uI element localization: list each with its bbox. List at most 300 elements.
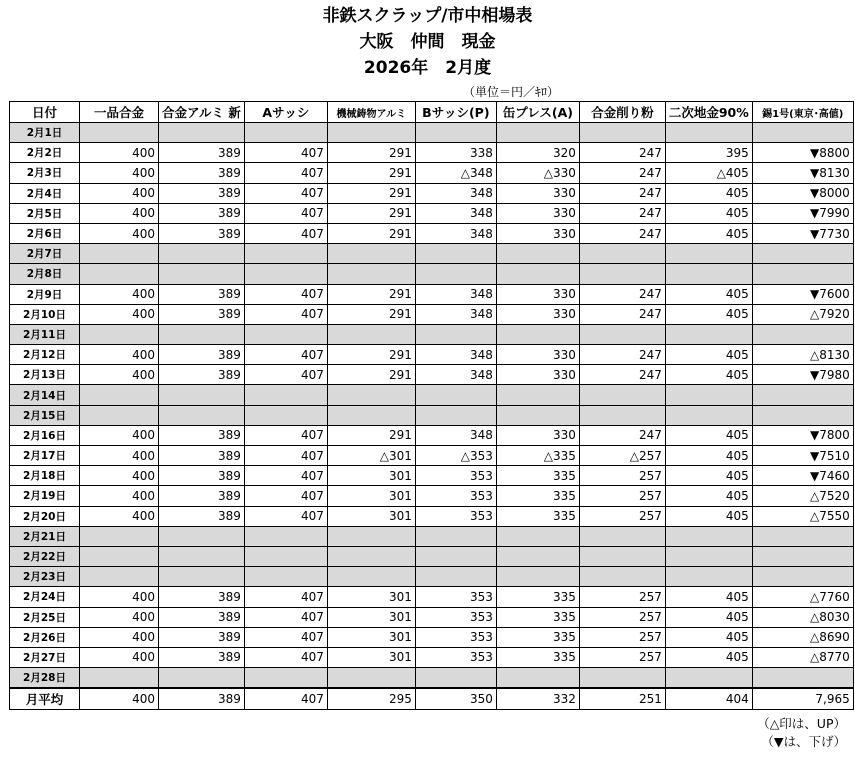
table-row [10,506,854,526]
price-cell [496,567,579,587]
price-cell: 405 [665,304,752,324]
price-cell [415,567,496,587]
price-cell: 405 [665,203,752,223]
price-cell: 257 [579,506,665,526]
price-cell [415,546,496,566]
price-cell: 405 [665,587,752,607]
date-cell: 2月17日 [10,446,80,466]
price-cell [159,405,245,425]
price-cell: 400 [80,345,159,365]
table-row [10,284,854,304]
table-row [10,324,854,344]
price-cell: ▼8800 [752,143,853,163]
price-cell [159,526,245,546]
price-cell: 389 [159,506,245,526]
price-cell: 257 [579,607,665,627]
table-row [10,123,854,143]
price-cell [496,526,579,546]
table-row [10,223,854,243]
price-cell: 330 [496,183,579,203]
price-cell: 400 [80,486,159,506]
price-cell: 405 [665,506,752,526]
price-cell: 348 [415,425,496,445]
price-cell: 291 [327,223,415,243]
price-cell [752,244,853,264]
price-cell: △7760 [752,587,853,607]
price-cell: 407 [244,425,327,445]
price-cell [80,385,159,405]
price-cell: 389 [159,627,245,647]
price-cell: 389 [159,163,245,183]
legend-up-note: （△印は、UP） [757,716,846,731]
price-cell: 405 [665,647,752,667]
price-cell [415,526,496,546]
price-cell: 389 [159,446,245,466]
price-cell [665,324,752,344]
column-header: Bサッシ(P) [415,102,496,123]
price-cell: △8130 [752,345,853,365]
date-cell: 2月7日 [10,244,80,264]
table-row [10,567,854,587]
price-cell: △7920 [752,304,853,324]
price-table [9,101,854,710]
price-cell: 348 [415,345,496,365]
price-cell [159,244,245,264]
price-cell: 247 [579,304,665,324]
price-cell [579,324,665,344]
price-cell [327,405,415,425]
table-row [10,446,854,466]
price-cell [496,385,579,405]
column-header: 二次地金90% [665,102,752,123]
price-cell: 348 [415,203,496,223]
price-cell: 291 [327,183,415,203]
price-cell [159,546,245,566]
price-cell: 400 [80,143,159,163]
price-cell [665,264,752,284]
price-cell [579,668,665,689]
price-cell: 407 [244,466,327,486]
price-cell [752,123,853,143]
unit-label: （単位＝円／ｷﾛ） [463,85,560,99]
price-cell: 407 [244,506,327,526]
page-title: 非鉄スクラップ/市中相場表 [322,6,533,26]
price-cell [327,526,415,546]
price-cell: 405 [665,183,752,203]
price-cell [327,123,415,143]
price-cell: 395 [665,143,752,163]
price-cell: 348 [415,284,496,304]
price-cell [244,244,327,264]
legend-down-note: （▼は、下げ） [761,734,846,749]
price-cell: 301 [327,506,415,526]
average-cell: 350 [415,688,496,710]
table-row [10,526,854,546]
price-cell [752,324,853,344]
price-cell: 348 [415,365,496,385]
price-cell: 400 [80,203,159,223]
price-cell: 389 [159,466,245,486]
price-cell [80,405,159,425]
price-cell: 291 [327,365,415,385]
price-cell: 353 [415,627,496,647]
price-cell: 405 [665,425,752,445]
price-cell [579,405,665,425]
price-cell: △335 [496,446,579,466]
price-cell: △8030 [752,607,853,627]
average-cell: 7,965 [752,688,853,710]
price-cell [752,546,853,566]
price-cell [579,526,665,546]
table-row [10,143,854,163]
price-cell: 335 [496,486,579,506]
price-cell: 348 [415,183,496,203]
price-cell: 407 [244,203,327,223]
price-cell: 247 [579,425,665,445]
price-cell [496,405,579,425]
price-cell: 247 [579,183,665,203]
column-header: 機械鋳物アルミ [327,102,415,123]
price-cell [415,405,496,425]
price-cell: 247 [579,143,665,163]
price-cell: 400 [80,284,159,304]
price-cell [752,385,853,405]
price-cell: 353 [415,486,496,506]
price-cell [579,546,665,566]
price-cell: 301 [327,587,415,607]
price-cell: 400 [80,627,159,647]
price-cell: 389 [159,183,245,203]
price-cell: 330 [496,284,579,304]
table-row [10,647,854,667]
price-cell: 389 [159,647,245,667]
price-cell: ▼7800 [752,425,853,445]
table-header-row [10,102,854,123]
price-cell [665,668,752,689]
average-cell: 332 [496,688,579,710]
price-cell [415,385,496,405]
price-cell: 353 [415,506,496,526]
price-cell: 407 [244,365,327,385]
price-cell: 291 [327,143,415,163]
price-cell [579,123,665,143]
price-cell [327,264,415,284]
price-cell: 247 [579,345,665,365]
date-cell: 2月15日 [10,405,80,425]
price-cell: 407 [244,183,327,203]
table-row [10,466,854,486]
date-cell: 2月5日 [10,203,80,223]
price-cell: 335 [496,627,579,647]
price-cell: 353 [415,466,496,486]
price-cell [752,526,853,546]
price-cell [244,385,327,405]
date-cell: 2月16日 [10,425,80,445]
price-cell [327,244,415,264]
price-cell: 301 [327,466,415,486]
price-cell [496,324,579,344]
price-cell: 330 [496,223,579,243]
price-cell [244,668,327,689]
price-cell: 405 [665,223,752,243]
price-cell [665,385,752,405]
date-cell: 2月24日 [10,587,80,607]
average-cell: 407 [244,688,327,710]
price-cell: 335 [496,506,579,526]
price-cell [244,405,327,425]
price-cell [496,668,579,689]
price-cell: 247 [579,284,665,304]
average-cell: 404 [665,688,752,710]
price-cell: 400 [80,304,159,324]
price-cell [244,123,327,143]
price-cell [665,567,752,587]
price-cell: 301 [327,647,415,667]
price-cell [159,123,245,143]
price-cell [496,244,579,264]
price-cell: 320 [496,143,579,163]
table-row [10,244,854,264]
average-cell: 295 [327,688,415,710]
price-cell: 335 [496,647,579,667]
price-cell: 247 [579,163,665,183]
table-row [10,627,854,647]
date-cell: 2月25日 [10,607,80,627]
table-row [10,425,854,445]
price-cell: 353 [415,587,496,607]
price-cell: 338 [415,143,496,163]
price-cell [159,264,245,284]
price-cell: △301 [327,446,415,466]
table-body [10,123,854,710]
date-cell: 2月13日 [10,365,80,385]
price-cell: 405 [665,607,752,627]
price-cell [665,405,752,425]
price-cell: 407 [244,143,327,163]
date-cell: 2月28日 [10,668,80,689]
price-cell: 330 [496,365,579,385]
price-cell [415,244,496,264]
page-subtitle: 大阪 仲間 現金 [359,32,496,52]
price-cell [159,324,245,344]
column-header: 錫1号(東京･高値) [752,102,853,123]
price-cell [244,546,327,566]
date-cell: 2月9日 [10,284,80,304]
price-cell: ▼8130 [752,163,853,183]
date-cell: 2月23日 [10,567,80,587]
period-label: 2026年 2月度 [363,58,492,78]
column-header: 一品合金 [80,102,159,123]
table-row [10,264,854,284]
price-cell [80,526,159,546]
price-cell: 257 [579,627,665,647]
date-cell: 2月1日 [10,123,80,143]
price-cell [579,385,665,405]
date-cell: 2月11日 [10,324,80,344]
price-cell: △405 [665,163,752,183]
price-cell: 405 [665,486,752,506]
price-cell: 405 [665,284,752,304]
price-cell: 400 [80,587,159,607]
price-cell: ▼7980 [752,365,853,385]
price-cell: 400 [80,365,159,385]
table-row [10,405,854,425]
price-cell: 291 [327,203,415,223]
date-cell: 2月21日 [10,526,80,546]
average-cell: 251 [579,688,665,710]
price-cell: 407 [244,284,327,304]
price-cell [80,546,159,566]
date-cell: 2月18日 [10,466,80,486]
price-cell: 407 [244,446,327,466]
price-cell: 389 [159,203,245,223]
price-cell: 407 [244,647,327,667]
price-cell: 400 [80,446,159,466]
price-cell: 389 [159,304,245,324]
price-cell [415,123,496,143]
date-cell: 2月2日 [10,143,80,163]
price-cell: 348 [415,223,496,243]
price-cell: 291 [327,304,415,324]
price-cell: 291 [327,425,415,445]
price-cell: 330 [496,425,579,445]
price-cell: 257 [579,647,665,667]
date-cell: 2月6日 [10,223,80,243]
date-cell: 2月14日 [10,385,80,405]
price-cell: △8690 [752,627,853,647]
price-cell: 407 [244,304,327,324]
price-cell: 330 [496,203,579,223]
price-cell: △257 [579,446,665,466]
date-cell: 2月20日 [10,506,80,526]
price-cell [752,567,853,587]
price-cell: 291 [327,284,415,304]
price-cell: 405 [665,466,752,486]
price-cell: ▼7730 [752,223,853,243]
price-cell [327,385,415,405]
price-cell: 405 [665,365,752,385]
price-cell: ▼8000 [752,183,853,203]
column-header: 合金アルミ 新 [159,102,245,123]
price-cell: △7550 [752,506,853,526]
price-cell: 407 [244,587,327,607]
column-header: 合金削り粉 [579,102,665,123]
date-cell: 2月22日 [10,546,80,566]
table-row [10,365,854,385]
table-row [10,486,854,506]
price-cell [244,324,327,344]
price-cell [665,526,752,546]
average-row [10,688,854,710]
price-cell: 257 [579,587,665,607]
price-cell [415,668,496,689]
price-cell: 335 [496,466,579,486]
price-cell: 407 [244,223,327,243]
price-cell [752,405,853,425]
date-cell: 2月19日 [10,486,80,506]
price-cell: 405 [665,446,752,466]
price-cell: 389 [159,223,245,243]
price-cell [159,567,245,587]
price-cell [244,567,327,587]
price-cell: ▼7600 [752,284,853,304]
price-cell: 407 [244,607,327,627]
price-cell [415,264,496,284]
price-cell [327,668,415,689]
price-cell: 400 [80,183,159,203]
price-cell [327,546,415,566]
price-cell: 348 [415,304,496,324]
column-header: 缶プレス(A) [496,102,579,123]
price-cell: 330 [496,345,579,365]
price-cell: 407 [244,163,327,183]
price-cell [80,668,159,689]
price-cell: 407 [244,627,327,647]
price-cell: 389 [159,425,245,445]
price-cell [327,567,415,587]
price-cell [415,324,496,344]
table-row [10,385,854,405]
price-cell [80,244,159,264]
table-row [10,546,854,566]
average-cell: 400 [80,688,159,710]
price-cell [244,526,327,546]
table-row [10,345,854,365]
price-cell: 400 [80,647,159,667]
price-cell [496,546,579,566]
table-row [10,203,854,223]
price-cell [579,244,665,264]
price-cell: 389 [159,365,245,385]
price-cell: ▼7460 [752,466,853,486]
price-cell: 353 [415,607,496,627]
date-cell: 2月12日 [10,345,80,365]
price-cell: 405 [665,345,752,365]
price-cell: △8770 [752,647,853,667]
price-cell [159,385,245,405]
price-cell: 335 [496,587,579,607]
price-cell [665,123,752,143]
table-row [10,587,854,607]
price-cell [496,123,579,143]
date-cell: 2月4日 [10,183,80,203]
price-cell [665,244,752,264]
price-cell: △7520 [752,486,853,506]
price-cell [244,264,327,284]
average-cell: 389 [159,688,245,710]
date-cell: 2月26日 [10,627,80,647]
date-cell: 2月10日 [10,304,80,324]
price-cell [80,324,159,344]
price-cell [579,264,665,284]
price-cell: 257 [579,486,665,506]
price-cell: 301 [327,486,415,506]
table-row [10,304,854,324]
price-cell: 400 [80,425,159,445]
price-cell: 407 [244,345,327,365]
table-row [10,163,854,183]
price-cell: 389 [159,587,245,607]
price-cell [159,668,245,689]
price-cell: 335 [496,607,579,627]
price-cell: ▼7990 [752,203,853,223]
price-cell: 400 [80,466,159,486]
price-cell: 400 [80,607,159,627]
price-cell: 400 [80,163,159,183]
price-cell: 301 [327,627,415,647]
price-cell: 291 [327,163,415,183]
price-cell: 247 [579,203,665,223]
